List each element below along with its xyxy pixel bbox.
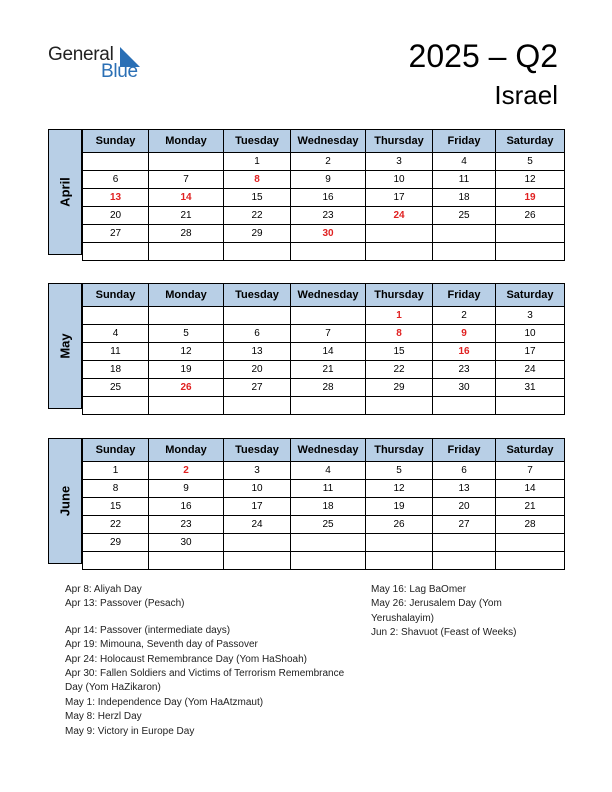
day-cell: 13 <box>433 480 496 498</box>
weekday-header: Wednesday <box>291 284 366 307</box>
day-cell: 30 <box>433 379 496 397</box>
day-cell: 26 <box>496 207 565 225</box>
day-cell: 8 <box>83 480 149 498</box>
week-row <box>83 498 565 516</box>
day-cell: 16 <box>433 343 496 361</box>
month-label: June <box>48 438 82 564</box>
holiday-item: May 8: Herzl Day <box>65 711 142 723</box>
day-cell: 23 <box>291 207 366 225</box>
day-cell: 27 <box>83 225 149 243</box>
week-row <box>83 534 565 552</box>
day-cell: 9 <box>149 480 224 498</box>
holiday-item: Apr 13: Passover (Pesach) <box>65 598 185 610</box>
holiday-item: Yerushalayim) <box>371 612 434 624</box>
day-cell <box>496 243 565 261</box>
weekday-header: Monday <box>149 284 224 307</box>
day-cell: 1 <box>83 462 149 480</box>
weekday-header: Wednesday <box>291 439 366 462</box>
day-cell: 7 <box>496 462 565 480</box>
day-cell: 25 <box>433 207 496 225</box>
day-cell: 17 <box>496 343 565 361</box>
day-cell: 9 <box>291 171 366 189</box>
day-cell: 3 <box>366 153 433 171</box>
week-row <box>83 189 565 207</box>
day-cell <box>291 243 366 261</box>
day-cell <box>366 225 433 243</box>
holiday-item: Apr 24: Holocaust Remembrance Day (Yom HaShoah) <box>65 653 307 665</box>
day-cell: 23 <box>433 361 496 379</box>
day-cell: 11 <box>291 480 366 498</box>
day-cell: 22 <box>83 516 149 534</box>
day-cell <box>83 397 149 415</box>
week-row <box>83 397 565 415</box>
weekday-header: Friday <box>433 284 496 307</box>
weekday-header: Wednesday <box>291 130 366 153</box>
day-cell: 7 <box>149 171 224 189</box>
day-cell: 26 <box>366 516 433 534</box>
weekday-header: Thursday <box>366 284 433 307</box>
day-cell: 15 <box>366 343 433 361</box>
weekday-header: Tuesday <box>224 284 291 307</box>
day-cell: 27 <box>433 516 496 534</box>
day-cell <box>83 552 149 570</box>
day-cell: 17 <box>366 189 433 207</box>
calendar-table <box>82 129 565 261</box>
logo-general-text: General <box>48 44 114 65</box>
day-cell <box>83 153 149 171</box>
holiday-item: Apr 30: Fallen Soldiers and Victims of Terrorism Remembrance <box>65 668 345 680</box>
day-cell <box>224 552 291 570</box>
day-cell: 2 <box>149 462 224 480</box>
weekday-header: Tuesday <box>224 130 291 153</box>
day-cell: 6 <box>433 462 496 480</box>
day-cell: 2 <box>291 153 366 171</box>
day-cell: 30 <box>291 225 366 243</box>
day-cell <box>433 397 496 415</box>
day-cell: 21 <box>496 498 565 516</box>
holiday-item: Jun 2: Shavuot (Feast of Weeks) <box>371 627 517 639</box>
day-cell: 22 <box>224 207 291 225</box>
weekday-header: Tuesday <box>224 439 291 462</box>
holiday-item: May 9: Victory in Europe Day <box>65 725 195 737</box>
holiday-item: May 1: Independence Day (Yom HaAtzmaut) <box>65 696 264 708</box>
day-cell: 10 <box>224 480 291 498</box>
day-cell: 26 <box>149 379 224 397</box>
week-row <box>83 462 565 480</box>
day-cell <box>149 397 224 415</box>
day-cell: 19 <box>366 498 433 516</box>
week-row <box>83 307 565 325</box>
day-cell <box>433 225 496 243</box>
week-row <box>83 243 565 261</box>
day-cell: 18 <box>433 189 496 207</box>
holiday-item: Apr 14: Passover (intermediate days) <box>65 624 231 636</box>
day-cell <box>149 153 224 171</box>
day-cell: 5 <box>149 325 224 343</box>
day-cell <box>224 243 291 261</box>
weekday-header: Saturday <box>496 284 565 307</box>
weekday-header: Friday <box>433 130 496 153</box>
day-cell <box>149 552 224 570</box>
month-label: May <box>48 283 82 409</box>
week-row <box>83 325 565 343</box>
holiday-item: Day (Yom HaZikaron) <box>65 682 161 694</box>
day-cell <box>433 552 496 570</box>
day-cell: 18 <box>83 361 149 379</box>
day-cell: 23 <box>149 516 224 534</box>
day-cell: 22 <box>366 361 433 379</box>
day-cell: 4 <box>291 462 366 480</box>
week-row <box>83 480 565 498</box>
day-cell <box>291 307 366 325</box>
day-cell <box>496 225 565 243</box>
day-cell: 12 <box>496 171 565 189</box>
day-cell <box>291 552 366 570</box>
day-cell: 10 <box>366 171 433 189</box>
week-row <box>83 171 565 189</box>
day-cell <box>291 534 366 552</box>
day-cell: 28 <box>291 379 366 397</box>
day-cell <box>291 397 366 415</box>
day-cell: 1 <box>366 307 433 325</box>
week-row <box>83 153 565 171</box>
day-cell <box>224 534 291 552</box>
day-cell: 6 <box>83 171 149 189</box>
day-cell: 16 <box>291 189 366 207</box>
day-cell: 25 <box>83 379 149 397</box>
holiday-list-right <box>371 583 516 641</box>
day-cell: 28 <box>149 225 224 243</box>
day-cell: 28 <box>496 516 565 534</box>
calendar-table <box>82 283 565 415</box>
weekday-header: Sunday <box>83 130 149 153</box>
day-cell: 24 <box>496 361 565 379</box>
logo-blue-text: Blue <box>101 61 138 82</box>
weekday-header: Thursday <box>366 130 433 153</box>
calendar-table <box>82 438 565 570</box>
holiday-list-left <box>65 583 344 739</box>
day-cell: 16 <box>149 498 224 516</box>
day-cell: 1 <box>224 153 291 171</box>
weekday-header: Saturday <box>496 439 565 462</box>
day-cell: 19 <box>149 361 224 379</box>
day-cell: 21 <box>291 361 366 379</box>
weekday-header: Monday <box>149 439 224 462</box>
country-name: Israel <box>494 80 558 110</box>
day-cell <box>149 243 224 261</box>
week-row <box>83 379 565 397</box>
day-cell <box>496 534 565 552</box>
day-cell: 15 <box>224 189 291 207</box>
day-cell: 24 <box>366 207 433 225</box>
holiday-item: May 16: Lag BaOmer <box>371 584 467 595</box>
day-cell: 30 <box>149 534 224 552</box>
week-row <box>83 225 565 243</box>
page-title: 2025 – Q2 <box>408 38 558 74</box>
day-cell <box>366 534 433 552</box>
day-cell: 7 <box>291 325 366 343</box>
day-cell: 14 <box>149 189 224 207</box>
day-cell: 25 <box>291 516 366 534</box>
weekday-header: Sunday <box>83 284 149 307</box>
holiday-item: Apr 19: Mimouna, Seventh day of Passover <box>65 639 258 651</box>
weekday-header: Sunday <box>83 439 149 462</box>
month-label: April <box>48 129 82 255</box>
day-cell: 2 <box>433 307 496 325</box>
day-cell <box>366 552 433 570</box>
day-cell: 12 <box>366 480 433 498</box>
day-cell <box>224 307 291 325</box>
day-cell <box>496 552 565 570</box>
holiday-item: Apr 8: Aliyah Day <box>65 584 142 595</box>
day-cell: 4 <box>83 325 149 343</box>
day-cell: 10 <box>496 325 565 343</box>
day-cell: 29 <box>83 534 149 552</box>
week-row <box>83 361 565 379</box>
day-cell: 27 <box>224 379 291 397</box>
day-cell: 20 <box>224 361 291 379</box>
weekday-header: Monday <box>149 130 224 153</box>
day-cell: 14 <box>496 480 565 498</box>
day-cell: 11 <box>433 171 496 189</box>
week-row <box>83 552 565 570</box>
day-cell: 6 <box>224 325 291 343</box>
day-cell: 20 <box>83 207 149 225</box>
day-cell: 4 <box>433 153 496 171</box>
day-cell <box>224 397 291 415</box>
day-cell: 17 <box>224 498 291 516</box>
day-cell: 11 <box>83 343 149 361</box>
day-cell <box>433 243 496 261</box>
day-cell: 21 <box>149 207 224 225</box>
weekday-header: Saturday <box>496 130 565 153</box>
day-cell <box>366 243 433 261</box>
day-cell: 24 <box>224 516 291 534</box>
day-cell <box>149 307 224 325</box>
day-cell: 19 <box>496 189 565 207</box>
holiday-item: May 26: Jerusalem Day (Yom <box>371 598 502 610</box>
weekday-header: Friday <box>433 439 496 462</box>
day-cell: 29 <box>366 379 433 397</box>
day-cell <box>83 307 149 325</box>
day-cell: 14 <box>291 343 366 361</box>
week-row <box>83 207 565 225</box>
day-cell: 9 <box>433 325 496 343</box>
week-row <box>83 343 565 361</box>
day-cell: 8 <box>224 171 291 189</box>
logo <box>48 44 148 84</box>
week-row <box>83 516 565 534</box>
day-cell: 20 <box>433 498 496 516</box>
day-cell <box>366 397 433 415</box>
day-cell: 13 <box>224 343 291 361</box>
day-cell <box>433 534 496 552</box>
day-cell: 5 <box>496 153 565 171</box>
day-cell: 12 <box>149 343 224 361</box>
day-cell: 3 <box>496 307 565 325</box>
day-cell: 5 <box>366 462 433 480</box>
day-cell <box>83 243 149 261</box>
day-cell: 18 <box>291 498 366 516</box>
day-cell: 3 <box>224 462 291 480</box>
weekday-header: Thursday <box>366 439 433 462</box>
day-cell: 15 <box>83 498 149 516</box>
day-cell <box>496 397 565 415</box>
day-cell: 8 <box>366 325 433 343</box>
day-cell: 31 <box>496 379 565 397</box>
day-cell: 29 <box>224 225 291 243</box>
day-cell: 13 <box>83 189 149 207</box>
